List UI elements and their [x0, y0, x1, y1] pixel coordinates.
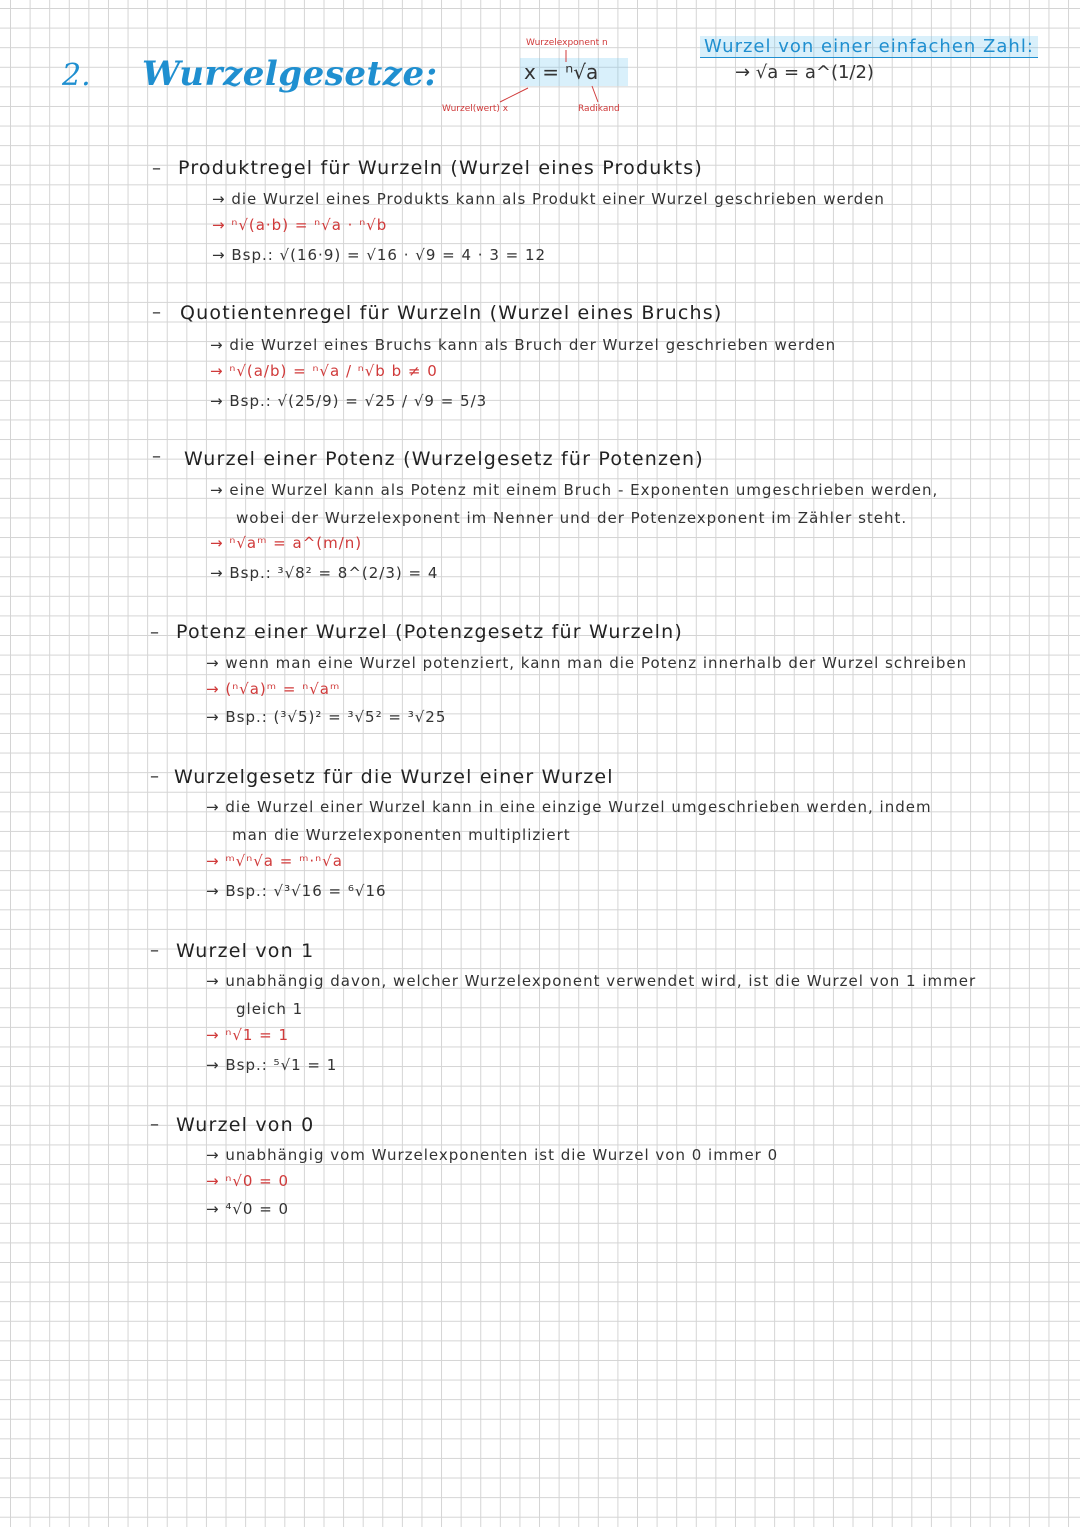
simple-root-formula: → √a = a^(1/2)	[735, 62, 874, 83]
section-example: → Bsp.: ⁵√1 = 1	[206, 1056, 338, 1074]
bullet-dash: –	[150, 622, 159, 643]
section-heading-potenz-einer-wurzel: Potenz einer Wurzel (Potenzgesetz für Wurzeln)	[176, 621, 684, 643]
section-heading-quotientenregel: Quotientenregel für Wurzeln (Wurzel eines Bruchs)	[180, 302, 723, 324]
diagram-arrows	[480, 44, 640, 106]
section-line: gleich 1	[236, 1000, 304, 1018]
section-formula: → (ⁿ√a)ᵐ = ⁿ√aᵐ	[206, 680, 341, 698]
section-formula: → ⁿ√(a/b) = ⁿ√a / ⁿ√b b ≠ 0	[210, 362, 438, 380]
diagram-exponent-label: Wurzelexponent n	[526, 38, 608, 48]
section-line: → wenn man eine Wurzel potenziert, kann man die Potenz innerhalb der Wurzel schreiben	[206, 654, 968, 672]
section-heading-produktregel: Produktregel für Wurzeln (Wurzel eines Produkts)	[178, 157, 704, 179]
section-line: → die Wurzel einer Wurzel kann in eine einzige Wurzel umgeschrieben werden, indem	[206, 798, 932, 816]
bullet-dash: –	[150, 1114, 159, 1135]
section-formula: → ᵐ√ⁿ√a = ᵐ·ⁿ√a	[206, 852, 343, 870]
section-formula: → ⁿ√1 = 1	[206, 1026, 290, 1044]
page-title: Wurzelgesetze:	[142, 54, 438, 94]
section-heading-wurzel-einer-wurzel: Wurzelgesetz für die Wurzel einer Wurzel	[174, 766, 614, 788]
bullet-dash: –	[152, 302, 161, 323]
diagram-equation: x = ⁿ√a	[524, 60, 599, 84]
bullet-dash: –	[152, 446, 161, 467]
section-line: wobei der Wurzelexponent im Nenner und der Potenzexponent im Zähler steht.	[236, 509, 908, 527]
section-line: → die Wurzel eines Produkts kann als Produkt einer Wurzel geschrieben werden	[212, 190, 885, 208]
section-line: → eine Wurzel kann als Potenz mit einem Bruch - Exponenten umgeschrieben werden,	[210, 481, 939, 499]
section-line: → unabhängig davon, welcher Wurzelexponent verwendet wird, ist die Wurzel von 1 immer	[206, 972, 977, 990]
section-example: → Bsp.: √(25/9) = √25 / √9 = 5/3	[210, 392, 488, 410]
section-formula: → ⁿ√(a·b) = ⁿ√a · ⁿ√b	[212, 216, 388, 234]
bullet-dash: –	[150, 940, 159, 961]
section-example: → ⁴√0 = 0	[206, 1200, 290, 1218]
section-heading-wurzel-von-0: Wurzel von 0	[176, 1114, 315, 1136]
section-line: → die Wurzel eines Bruchs kann als Bruch der Wurzel geschrieben werden	[210, 336, 837, 354]
section-formula: → ⁿ√aᵐ = a^(m/n)	[210, 534, 363, 552]
section-example: → Bsp.: ³√8² = 8^(2/3) = 4	[210, 564, 439, 582]
simple-root-title: Wurzel von einer einfachen Zahl:	[700, 36, 1038, 58]
section-heading-wurzel-von-1: Wurzel von 1	[176, 940, 315, 962]
section-example: → Bsp.: √³√16 = ⁶√16	[206, 882, 387, 900]
section-line: → unabhängig vom Wurzelexponenten ist die Wurzel von 0 immer 0	[206, 1146, 779, 1164]
bullet-dash: –	[150, 766, 159, 787]
page-number: 2.	[62, 58, 91, 93]
bullet-dash: –	[152, 158, 161, 179]
diagram-root-label: Wurzel(wert) x	[442, 104, 509, 114]
section-formula: → ⁿ√0 = 0	[206, 1172, 290, 1190]
section-example: → Bsp.: √(16·9) = √16 · √9 = 4 · 3 = 12	[212, 246, 547, 264]
diagram-radicand-label: Radikand	[578, 104, 620, 114]
section-line: man die Wurzelexponenten multipliziert	[232, 826, 571, 844]
section-example: → Bsp.: (³√5)² = ³√5² = ³√25	[206, 708, 447, 726]
section-heading-wurzel-einer-potenz: Wurzel einer Potenz (Wurzelgesetz für Potenzen)	[184, 448, 704, 470]
